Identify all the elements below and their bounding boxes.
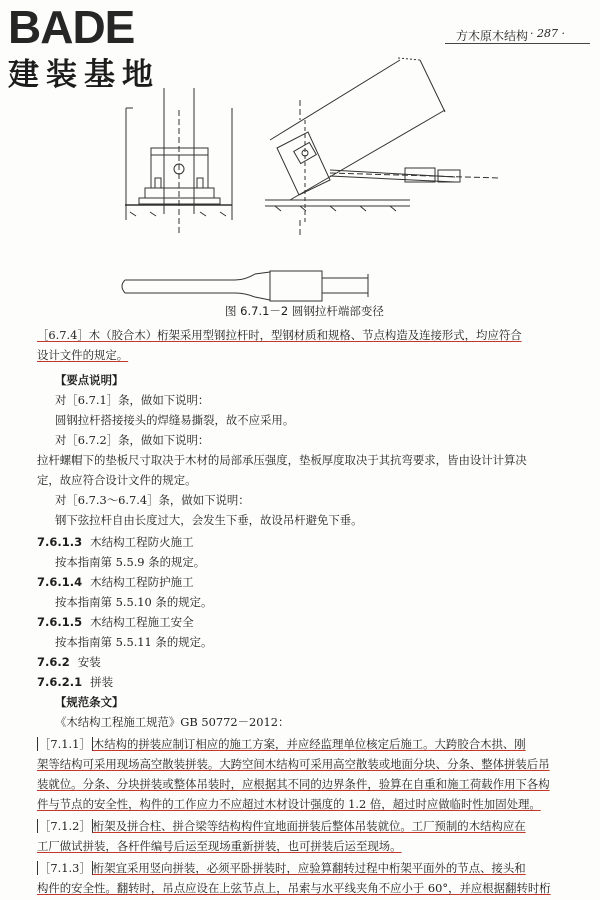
notes-line: 对［6.7.1］条，做如下说明： (55, 393, 210, 407)
clause-711-line2: 架等结构可采用现场高空散装拼装。大跨空间木结构可采用高空散装或地面分块、分条、整体拼装后吊 (37, 757, 550, 771)
logo-brand: BADE (8, 1, 135, 53)
notes-line: 对［6.7.3～6.7.4］条，做如下说明： (55, 493, 250, 507)
running-header-title: 方木原木结构 (456, 29, 529, 43)
section-7621-heading: 7.6.2.1 拼装 (37, 675, 114, 689)
section-7614-body: 按本指南第 5.5.10 条的规定。 (55, 595, 213, 609)
clause-674-line2: 设计文件的规定。 (37, 348, 129, 362)
rafter-rod-detail (265, 58, 500, 235)
page-number: · 287 · (530, 27, 565, 40)
spec-source: 《木结构工程施工规范》GB 50772－2012： (55, 715, 290, 729)
clause-711-line4: 件与节点的安全性，构件的工作应力不应超过木材设计强度的 1.2 倍，超过时应做临时性加固处理。 (37, 797, 541, 811)
logo-subtitle: 建装基地 (8, 57, 160, 93)
notes-line: 对［6.7.2］条，做如下说明： (55, 433, 210, 447)
section-7613-body: 按本指南第 5.5.9 条的规定。 (55, 555, 206, 569)
clause-712-line2: 工厂做试拼装，各杆件编号后运至现场重新拼装，也可拼装后运至现场。 (37, 839, 402, 853)
figure-caption: 图 6.7.1－2 圆钢拉杆端部变径 (225, 304, 384, 318)
section-7613-heading: 7.6.1.3 木结构工程防火施工 (37, 535, 194, 549)
notes-line: 拉杆螺帽下的垫板尺寸取决于木材的局部承压强度，垫板厚度取决于其抗弯要求，皆由设计计算决 (37, 453, 527, 467)
notes-line: 定，故应符合设计文件的规定。 (37, 473, 197, 487)
notes-line: 圆钢拉杆搭接接头的焊缝易撕裂，故不应采用。 (55, 413, 295, 427)
upset-rod-detail (122, 271, 368, 301)
spec-heading: 【规范条文】 (55, 695, 124, 709)
notes-heading: 【要点说明】 (55, 373, 124, 387)
section-7615-heading: 7.6.1.5 木结构工程施工安全 (37, 615, 194, 629)
section-762-heading: 7.6.2 安装 (37, 655, 101, 669)
figure-drawing (0, 0, 600, 330)
clause-712-line1: ［7.1.2］ 桁架及拼合柱、拼合梁等结构构件宜地面拼装后整体吊装就位。工厂预制的木结构应在 (39, 819, 526, 833)
clause-713-line1: ［7.1.3］ 桁架宜采用竖向拼装，必须平卧拼装时，应验算翻转过程中桁架平面外的节点、接头和 (39, 861, 526, 875)
clause-711-line1: ［7.1.1］ 木结构的拼装应制订相应的施工方案，并应经监理单位核定后施工。大跨胶合木拱、刚 (39, 737, 526, 751)
post-shoe-detail (125, 88, 232, 235)
clause-674-line1: ［6.7.4］木（胶合木）桁架采用型钢拉杆时，型钢材质和规格、节点构造及连接形式，均应符合 (37, 328, 522, 342)
clause-713-line2: 构件的安全性。翻转时，吊点应设在上弦节点上，吊索与水平线夹角不应小于 60°，并应根据翻转时桁 (37, 881, 551, 895)
section-7615-body: 按本指南第 5.5.11 条的规定。 (55, 635, 213, 649)
notes-line: 钢下弦拉杆自由长度过大，会发生下垂，故设吊杆避免下垂。 (55, 513, 363, 527)
section-7614-heading: 7.6.1.4 木结构工程防护施工 (37, 575, 194, 589)
clause-711-line3: 装就位。分条、分块拼装或整体吊装时，应根据其不同的边界条件，验算在自重和施工荷载作用下各构 (37, 777, 550, 791)
